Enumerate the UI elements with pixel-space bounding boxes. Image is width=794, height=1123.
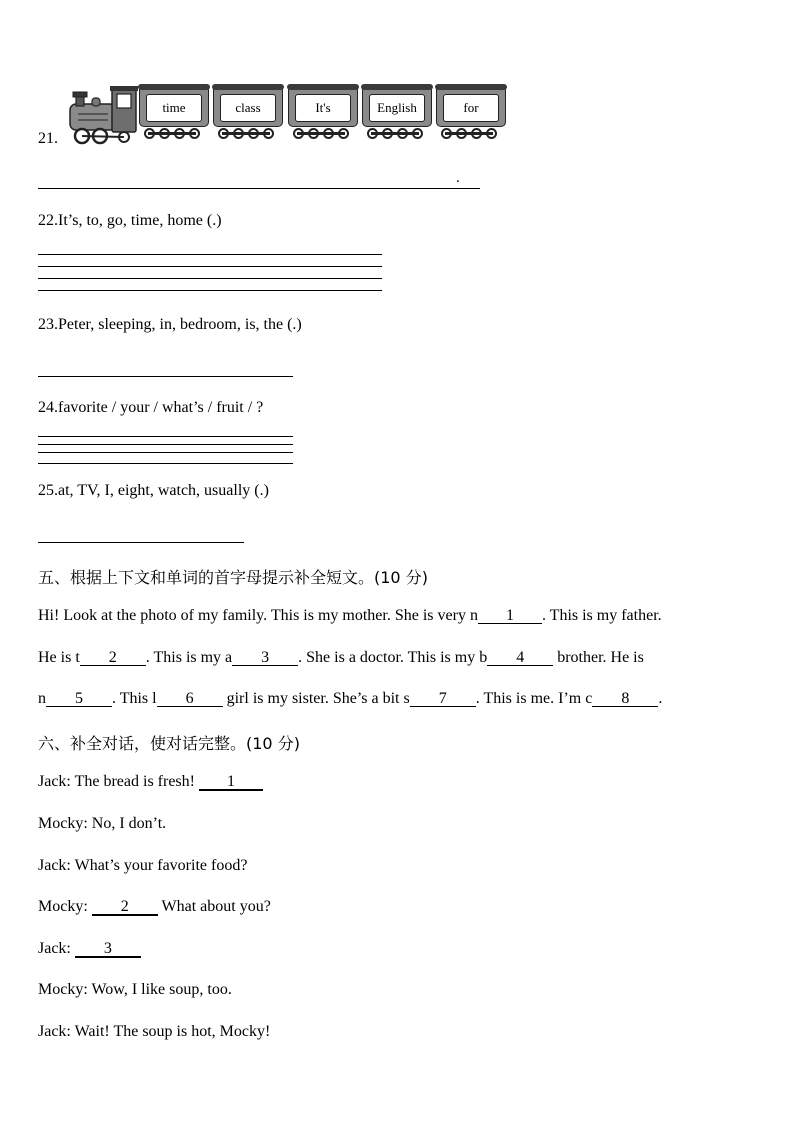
dialogue-blank-2[interactable]: 2 [92, 899, 158, 916]
question-23: 23.Peter, sleeping, in, bedroom, is, the (.) [38, 316, 302, 333]
question-21-number: 21. [38, 130, 58, 147]
answer-line-22-1[interactable] [38, 254, 382, 255]
dialogue-blank-3[interactable]: 3 [75, 941, 141, 958]
train-car-4 [362, 85, 432, 127]
answer-line-22-2[interactable] [38, 266, 382, 267]
passage-line-1: Hi! Look at the photo of my family. This is my mother. She is very n 1 . This is my father. [38, 607, 662, 624]
question-22: 22.It’s, to, go, time, home (.) [38, 212, 222, 229]
train-word-3: It's [295, 94, 351, 122]
dialogue-blank-1[interactable]: 1 [199, 774, 263, 791]
answer-line-22-4[interactable] [38, 290, 382, 291]
dialogue-line-1: Jack: The bread is fresh! 1 [38, 773, 263, 791]
section-6-heading: 六、补全对话，使对话完整。(10 分) [38, 734, 300, 753]
answer-line-24-3[interactable] [38, 452, 293, 453]
answer-line-23[interactable] [38, 376, 293, 377]
train-car-2 [213, 85, 283, 127]
blank-7[interactable]: 7 [410, 691, 476, 707]
train-illustration [68, 84, 508, 146]
train-word-5: for [443, 94, 499, 122]
answer-line-24-4[interactable] [38, 463, 293, 464]
blank-3[interactable]: 3 [232, 650, 298, 666]
question-25: 25.at, TV, I, eight, watch, usually (.) [38, 482, 269, 499]
passage-line-2: He is t 2 . This is my a 3 . She is a doctor. This is my b 4 brother. He is [38, 649, 644, 666]
section-5-heading: 五、根据上下文和单词的首字母提示补全短文。(10 分) [38, 568, 428, 587]
blank-4[interactable]: 4 [487, 650, 553, 666]
blank-5[interactable]: 5 [46, 691, 112, 707]
dialogue-line-7: Jack: Wait! The soup is hot, Mocky! [38, 1023, 271, 1040]
locomotive-icon [68, 84, 138, 146]
answer-line-22-3[interactable] [38, 278, 382, 279]
blank-8[interactable]: 8 [592, 691, 658, 707]
train-word-4: English [369, 94, 425, 122]
answer-end-mark-21: . [456, 170, 460, 186]
passage-line-3: n 5 . This l 6 girl is my sister. She’s a bit s 7 . This is me. I’m c 8 . [38, 690, 663, 707]
dialogue-line-2: Mocky: No, I don’t. [38, 815, 167, 832]
train-car-5 [436, 85, 506, 127]
blank-6[interactable]: 6 [157, 691, 223, 707]
dialogue-line-5: Jack: 3 [38, 940, 141, 958]
train-word-2: class [220, 94, 276, 122]
dialogue-line-6: Mocky: Wow, I like soup, too. [38, 981, 232, 998]
answer-line-25[interactable] [38, 542, 244, 543]
answer-line-24-1[interactable] [38, 436, 293, 437]
blank-1[interactable]: 1 [478, 608, 542, 624]
train-word-1: time [146, 94, 202, 122]
dialogue-line-4: Mocky: 2 What about you? [38, 898, 271, 915]
question-24: 24.favorite / your / what’s / fruit / ? [38, 399, 264, 416]
train-car-3 [288, 85, 358, 127]
blank-2[interactable]: 2 [80, 650, 146, 666]
answer-line-24-2[interactable] [38, 444, 293, 445]
answer-line-21[interactable] [38, 188, 480, 189]
dialogue-line-3: Jack: What’s your favorite food? [38, 857, 248, 874]
train-car-1 [139, 85, 209, 127]
